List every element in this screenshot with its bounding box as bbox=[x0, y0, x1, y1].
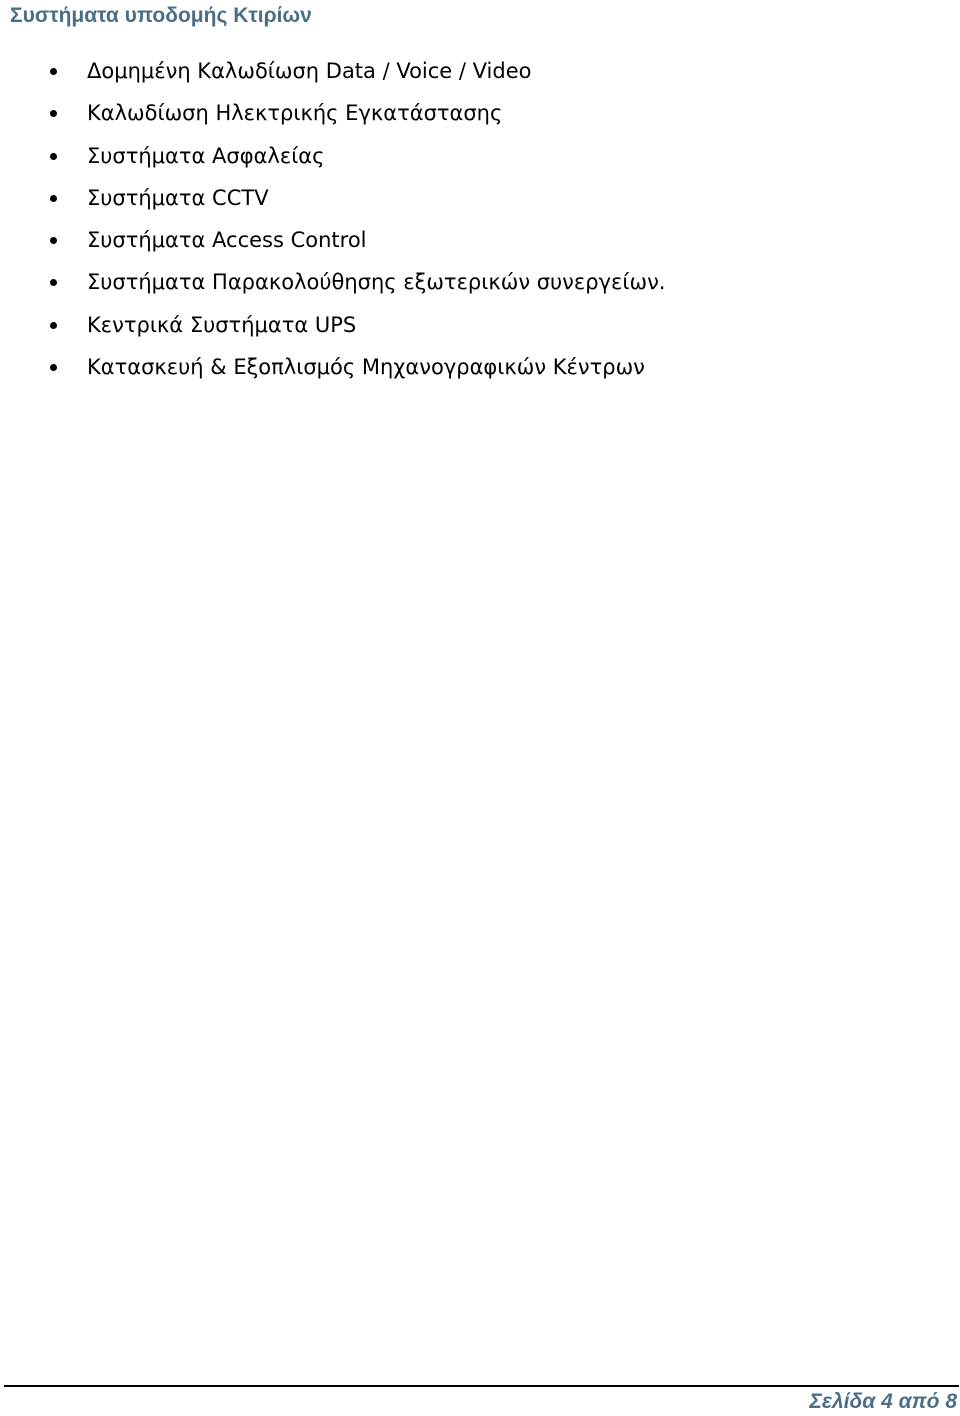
list-item-text: Συστήματα CCTV bbox=[87, 185, 269, 210]
section-heading: Συστήματα υποδομής Κτιρίων bbox=[10, 4, 312, 27]
bullet-icon bbox=[50, 322, 57, 329]
bullet-icon bbox=[50, 279, 57, 286]
list-item-text: Συστήματα Ασφαλείας bbox=[87, 143, 325, 168]
footer-divider bbox=[4, 1385, 959, 1387]
bullet-icon bbox=[50, 195, 57, 202]
list-item-text: Συστήματα Access Control bbox=[87, 228, 367, 253]
bullet-icon bbox=[50, 237, 57, 244]
list-item-text: Κατασκευή & Εξοπλισμός Μηχανογραφικών Κέντρων bbox=[87, 355, 645, 380]
list-item-text: Συστήματα Παρακολούθησης εξωτερικών συνεργείων. bbox=[87, 270, 666, 295]
bullet-icon bbox=[50, 68, 57, 75]
list-item-text: Καλωδίωση Ηλεκτρικής Εγκατάστασης bbox=[87, 101, 503, 126]
bullet-icon bbox=[50, 110, 57, 117]
list-item-text: Δομημένη Καλωδίωση Data / Voice / Video bbox=[87, 59, 532, 83]
bullet-icon bbox=[50, 364, 57, 371]
page-number: Σελίδα 4 από 8 bbox=[809, 1390, 957, 1413]
list-item-text: Κεντρικά Συστήματα UPS bbox=[87, 312, 357, 337]
bullet-icon bbox=[50, 153, 57, 160]
